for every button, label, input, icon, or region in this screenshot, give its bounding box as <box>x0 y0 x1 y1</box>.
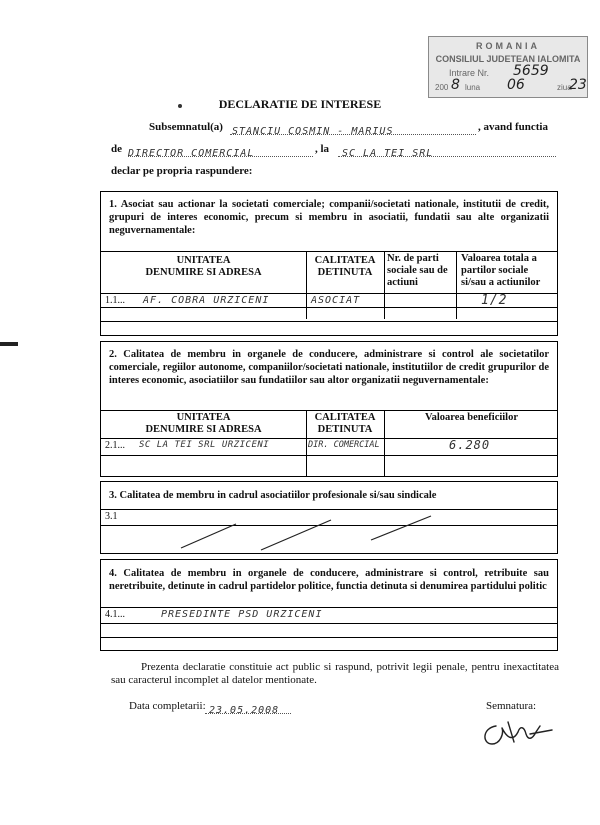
section-2-title: 2. Calitatea de membru in organele de conducere, administrare si control ale societatilor comerciale, regiilor autonome, companiilor/societati nationale, institutiilor de credit grupurilor de interes economic, asociatiilor sau fundatiilor sau altor organizatii neguvernamentale: <box>109 349 549 386</box>
la-label: , la <box>315 143 330 155</box>
completion-date-value: 23.05.2008 <box>209 705 280 716</box>
stamp-day-label: ziua <box>557 83 572 92</box>
s1-row-index: 1.1... <box>105 295 125 306</box>
stamp-month: 06 <box>507 77 525 93</box>
signatory-name: STANCIU COSMIN - MARIUS <box>232 126 394 137</box>
section-1-box <box>100 191 558 336</box>
stamp-institution: CONSILIUL JUDETEAN IALOMITA <box>435 54 581 64</box>
completion-date-field <box>205 700 291 714</box>
s1-row-quality: ASOCIAT <box>311 295 361 306</box>
signature-label: Semnatura: <box>486 700 537 712</box>
scan-edge-mark <box>0 342 18 346</box>
s2-row-unit: SC LA TEI SRL URZICENI <box>139 440 270 450</box>
s2-col-unit-header: UNITATEA DENUMIRE SI ADRESA <box>145 412 262 435</box>
s1-col-value-header: Valoarea totala a partilor sociale si/sau a actiunilor <box>461 253 541 288</box>
position-value: DIRECTOR COMERCIAL <box>128 148 255 159</box>
registration-stamp <box>428 36 588 98</box>
stamp-month-label: luna <box>465 83 481 92</box>
stamp-entry-label: Intrare Nr. <box>449 68 490 78</box>
s1-col-unit-header: UNITATEA DENUMIRE SI ADRESA <box>145 255 262 278</box>
de-label: de <box>111 143 122 155</box>
s1-col-quality-header: CALITATEA DETINUTA <box>314 255 376 278</box>
s4-row-index: 4.1... <box>105 609 125 620</box>
s1-row-value: 1/2 <box>481 293 508 308</box>
s4-row-value: PRESEDINTE PSD URZICENI <box>161 609 323 620</box>
section-4-box <box>100 559 558 651</box>
stamp-entry-number: 5659 <box>513 63 549 79</box>
s2-row-quality: DIR. COMERCIAL <box>308 440 380 450</box>
s2-row-index: 2.1... <box>105 440 125 451</box>
scan-speck <box>178 104 182 108</box>
s3-row-index: 3.1 <box>105 511 118 522</box>
declaration-intro: declar pe propria raspundere: <box>111 165 253 177</box>
legal-statement: Prezenta declaratie constituie act public si raspund, potrivit legii penale, pentru inexactitatea sau caracterul incomplet al datelor mentionate. <box>111 661 559 686</box>
section-1-title: 1. Asociat sau actionar la societati comerciale; companii/societati nationale, institutii de credit, grupuri de interes economic, precum si membru in asociatii, fundatii sau alte organizatii neguvernamentale: <box>109 199 549 236</box>
employer-value: SC LA TEI SRL <box>342 148 434 159</box>
position-label: , avand functia <box>478 121 548 133</box>
s2-col-quality-header: CALITATEA DETINUTA <box>314 412 376 435</box>
signatory-name-field <box>230 121 476 135</box>
stamp-year-prefix: 200 <box>435 83 449 92</box>
s1-row-unit: AF. COBRA URZICENI <box>143 295 270 306</box>
stamp-day: 23 <box>569 77 587 93</box>
completion-date-label: Data completarii: <box>129 700 206 712</box>
section-4-title: 4. Calitatea de membru in organele de conducere, administrare si control, retribuite sau neretribuite, detinute in cadrul partidelor politice, functia detinuta si denumirea partidului politic <box>109 568 549 592</box>
section-3-title: 3. Calitatea de membru in cadrul asociatiilor profesionale si/sau sindicale <box>109 490 437 501</box>
stamp-year-digit: 8 <box>451 77 460 93</box>
section-2-box <box>100 341 558 477</box>
s2-row-value: 6.280 <box>449 438 491 452</box>
position-field <box>128 143 313 157</box>
s1-col-shares-header: Nr. de parti sociale sau de actiuni <box>387 253 448 288</box>
s3-empty-strokes <box>161 510 461 554</box>
s2-col-benefits-header: Valoarea beneficiilor <box>424 412 519 423</box>
document-title: DECLARATIE DE INTERESE <box>218 97 382 111</box>
signatory-label: Subsemnatul(a) <box>149 121 223 133</box>
employer-field <box>338 143 556 157</box>
section-3-box <box>100 481 558 554</box>
stamp-country: ROMANIA <box>476 41 540 51</box>
handwritten-signature <box>478 712 564 752</box>
